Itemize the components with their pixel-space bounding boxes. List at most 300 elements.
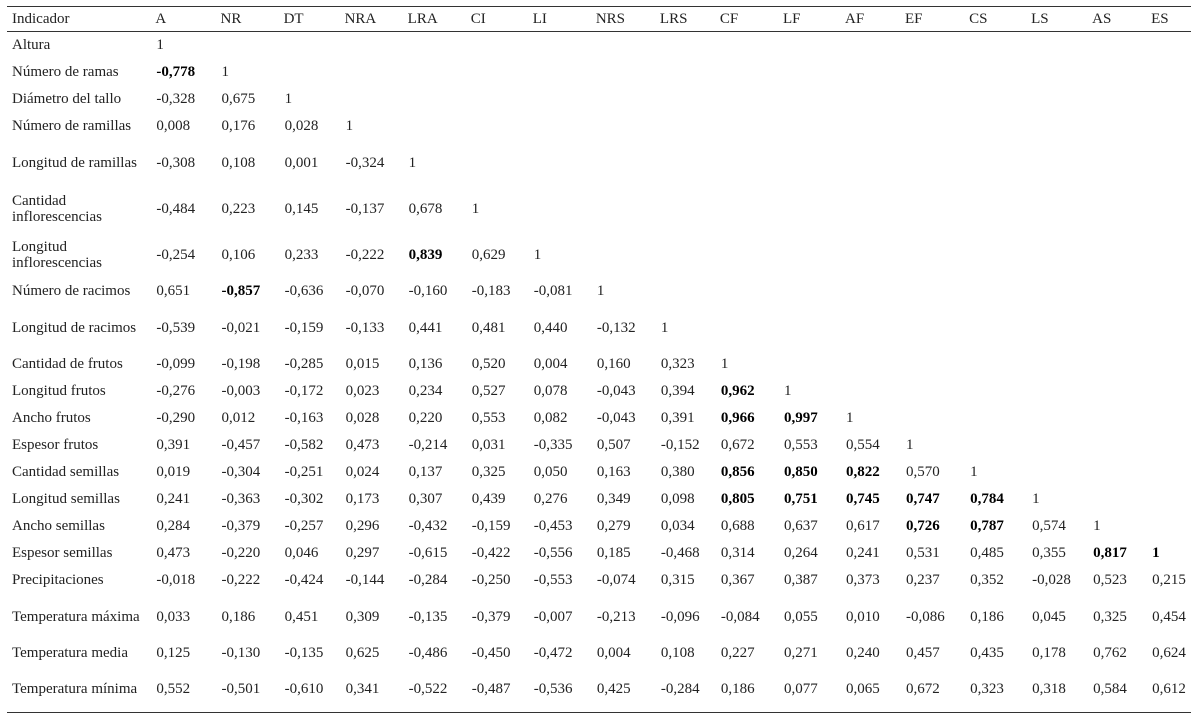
table-cell: -0,074	[596, 572, 636, 588]
table-cell: -0,070	[345, 283, 385, 299]
table-cell: -0,135	[408, 608, 448, 625]
table-cell: 0,454	[1152, 608, 1186, 625]
table-cell	[715, 305, 778, 351]
table-row	[7, 667, 1191, 713]
row-label: Altura	[12, 37, 51, 54]
table-cell: 0,240	[846, 645, 880, 661]
table-cell: 0,629	[471, 246, 506, 263]
table-cell	[1026, 405, 1087, 432]
table-cell: 0,055	[783, 608, 818, 625]
table-cell	[279, 32, 340, 59]
table-cell	[900, 351, 964, 378]
table-cell: 0,391	[660, 410, 695, 426]
table-cell: 1	[1093, 518, 1101, 534]
table-cell: -0,501	[216, 667, 279, 713]
table-cell	[840, 59, 900, 86]
table-cell	[403, 86, 466, 113]
table-cell	[1146, 86, 1191, 113]
table-cell: 0,678	[408, 200, 443, 217]
table-cell: 0,323	[964, 667, 1026, 713]
column-header: CI	[466, 7, 528, 32]
table-cell	[591, 32, 655, 59]
table-cell	[466, 59, 528, 86]
table-cell: -0,610	[279, 667, 340, 713]
table-cell: 0,822	[846, 464, 880, 480]
table-cell: -0,778	[156, 64, 196, 80]
table-cell: 0,186	[221, 608, 256, 625]
table-cell: -0,457	[221, 437, 261, 453]
table-cell: -0,132	[596, 319, 636, 336]
row-label: Número de ramillas	[12, 118, 132, 134]
table-cell: 0,554	[846, 437, 880, 453]
table-cell: -0,615	[408, 545, 448, 561]
table-cell: 0,787	[970, 518, 1004, 534]
table-cell: 0,082	[533, 410, 568, 426]
table-cell	[1087, 305, 1146, 351]
table-cell	[900, 32, 964, 59]
table-cell: -0,096	[660, 608, 700, 625]
table-cell: 0,352	[970, 572, 1004, 588]
table-cell: 0,617	[846, 518, 880, 534]
table-cell: 0,637	[783, 518, 818, 534]
table-cell: 0,612	[1146, 667, 1191, 713]
table-cell: -0,250	[471, 572, 511, 588]
table-cell	[1146, 59, 1191, 86]
table-cell: -0,379	[221, 518, 261, 534]
table-cell: -0,163	[284, 410, 324, 426]
table-cell: -0,254	[156, 246, 196, 263]
table-cell: -0,453	[533, 518, 573, 534]
table-cell: 0,473	[345, 437, 380, 453]
table-cell	[900, 186, 964, 232]
table-cell: -0,213	[596, 608, 636, 625]
table-cell: -0,290	[156, 410, 196, 426]
table-cell: -0,220	[221, 545, 261, 561]
table-cell: 0,726	[906, 518, 940, 534]
table-cell: -0,424	[284, 572, 324, 588]
table-cell	[964, 232, 1026, 278]
table-cell: 0,078	[533, 383, 568, 399]
table-cell: 0,023	[345, 383, 380, 399]
table-row	[7, 32, 1191, 59]
table-cell: -0,857	[221, 283, 261, 299]
column-header: CF	[715, 7, 778, 32]
table-cell: 0,297	[345, 545, 380, 561]
table-cell: 0,527	[471, 383, 506, 399]
table-cell: 0,034	[660, 518, 695, 534]
table-cell: 0,125	[156, 645, 191, 661]
table-cell: 0,271	[783, 645, 818, 661]
table-cell: -0,486	[408, 645, 448, 661]
table-cell	[778, 113, 840, 140]
table-cell	[340, 32, 403, 59]
table-cell: -0,130	[221, 645, 261, 661]
table-row	[7, 305, 1191, 351]
column-header: AS	[1087, 7, 1146, 32]
table-row	[7, 432, 1191, 459]
table-cell: 0,227	[720, 645, 755, 661]
table-cell	[1087, 59, 1146, 86]
table-cell: 0,584	[1087, 667, 1146, 713]
table-cell: 0,552	[150, 667, 215, 713]
table-cell	[715, 59, 778, 86]
table-cell: 0,323	[660, 356, 695, 372]
table-cell	[528, 113, 591, 140]
table-cell	[840, 232, 900, 278]
table-cell	[1087, 378, 1146, 405]
table-cell: -0,135	[284, 645, 324, 661]
row-label: Cantidad semillas	[12, 464, 120, 480]
table-cell	[655, 278, 715, 305]
table-cell: 0,010	[846, 608, 880, 625]
table-cell	[1026, 378, 1087, 405]
table-cell	[1146, 405, 1191, 432]
row-label: Precipitaciones	[12, 572, 104, 588]
table-row	[7, 640, 1191, 667]
table-cell: 0,997	[783, 410, 818, 426]
table-cell	[655, 86, 715, 113]
table-cell: -0,335	[533, 437, 573, 453]
table-cell: 0,341	[340, 667, 403, 713]
table-cell	[1146, 32, 1191, 59]
table-cell: -0,328	[156, 91, 196, 107]
table-cell: 0,387	[783, 572, 818, 588]
table-cell: 0,507	[596, 437, 631, 453]
table-cell	[900, 140, 964, 186]
table-cell: 0,098	[660, 491, 695, 507]
table-cell	[840, 305, 900, 351]
table-cell	[403, 59, 466, 86]
table-cell: 1	[221, 64, 230, 80]
table-cell: 0,314	[720, 545, 755, 561]
table-cell	[778, 278, 840, 305]
table-cell	[591, 186, 655, 232]
table-cell	[1026, 186, 1087, 232]
table-cell	[964, 432, 1026, 459]
table-row	[7, 540, 1191, 567]
table-cell: -0,276	[156, 383, 196, 399]
table-cell: 0,033	[156, 608, 191, 625]
table-cell: 0,817	[1093, 545, 1127, 561]
table-cell	[840, 140, 900, 186]
table-cell	[715, 86, 778, 113]
table-cell	[1026, 351, 1087, 378]
table-cell: 0,672	[900, 667, 964, 713]
table-cell: 0,215	[1152, 572, 1186, 588]
table-cell: -0,284	[408, 572, 448, 588]
table-row	[7, 86, 1191, 113]
table-cell: 0,024	[345, 464, 380, 480]
row-label: Longitud de racimos	[12, 319, 137, 336]
table-cell: 1	[906, 437, 914, 453]
column-header: DT	[279, 7, 340, 32]
table-row	[7, 459, 1191, 486]
table-cell: -0,043	[596, 383, 636, 399]
table-cell: -0,484	[156, 200, 196, 217]
table-cell: 1	[783, 383, 792, 399]
table-cell: -0,251	[284, 464, 324, 480]
table-row	[7, 351, 1191, 378]
table-cell: -0,172	[284, 383, 324, 399]
table-cell	[655, 186, 715, 232]
table-cell	[1087, 351, 1146, 378]
table-cell	[1026, 459, 1087, 486]
table-cell	[840, 351, 900, 378]
table-cell	[715, 232, 778, 278]
table-cell: 1	[596, 283, 605, 299]
table-cell	[1146, 378, 1191, 405]
row-label: Número de ramas	[12, 64, 119, 80]
table-cell: -0,324	[345, 154, 385, 171]
table-cell: 0,624	[1152, 645, 1186, 661]
table-cell: -0,304	[221, 464, 261, 480]
table-cell	[778, 32, 840, 59]
table-cell: -0,133	[345, 319, 385, 336]
table-cell: -0,553	[533, 572, 573, 588]
table-cell	[778, 232, 840, 278]
table-cell: 0,784	[970, 491, 1004, 507]
table-cell	[1087, 86, 1146, 113]
row-label: Cantidad inflorescencias	[12, 192, 102, 225]
table-cell	[1087, 186, 1146, 232]
table-cell: 0,440	[533, 319, 568, 336]
table-cell: 0,233	[284, 246, 319, 263]
table-cell	[1146, 186, 1191, 232]
table-cell: 0,805	[720, 491, 755, 507]
table-cell	[655, 140, 715, 186]
table-cell	[715, 32, 778, 59]
table-cell: -0,084	[720, 608, 760, 625]
table-cell	[591, 140, 655, 186]
table-cell: 0,651	[156, 283, 191, 299]
table-cell: 0,520	[471, 356, 506, 372]
table-cell	[778, 59, 840, 86]
table-cell: 0,046	[284, 545, 319, 561]
table-cell: 0,004	[533, 356, 568, 372]
row-label: Cantidad de frutos	[12, 356, 123, 372]
table-cell: -0,144	[345, 572, 385, 588]
table-cell: 0,065	[840, 667, 900, 713]
table-cell: 0,481	[471, 319, 506, 336]
table-cell: 0,019	[156, 464, 191, 480]
table-cell	[840, 32, 900, 59]
table-cell	[900, 113, 964, 140]
table-row	[7, 278, 1191, 305]
table-cell: 0,839	[408, 246, 443, 263]
table-cell: 0,145	[284, 200, 319, 217]
table-cell	[778, 140, 840, 186]
table-cell: -0,308	[156, 154, 196, 171]
table-cell: 0,028	[345, 410, 380, 426]
column-header: AF	[840, 7, 900, 32]
table-cell: 0,435	[970, 645, 1004, 661]
table-row	[7, 378, 1191, 405]
table-cell	[964, 32, 1026, 59]
table-cell: 1	[1032, 491, 1040, 507]
table-cell	[1087, 113, 1146, 140]
table-cell	[964, 186, 1026, 232]
row-label: Longitud de ramillas	[12, 154, 137, 171]
table-cell: 0,234	[408, 383, 443, 399]
table-cell: -0,636	[284, 283, 324, 299]
table-cell: 0,045	[1032, 608, 1066, 625]
table-cell: -0,021	[221, 319, 261, 336]
table-cell: 0,553	[783, 437, 818, 453]
table-cell: 0,186	[970, 608, 1004, 625]
table-cell: 0,050	[533, 464, 568, 480]
table-cell: 0,425	[591, 667, 655, 713]
table-cell	[1146, 486, 1191, 513]
table-cell	[715, 186, 778, 232]
table-cell: 0,223	[221, 200, 256, 217]
table-cell: 0,688	[720, 518, 755, 534]
table-cell: 0,391	[156, 437, 191, 453]
column-header: LRA	[403, 7, 466, 32]
table-cell: -0,487	[466, 667, 528, 713]
table-cell	[528, 186, 591, 232]
table-cell: 0,850	[783, 464, 818, 480]
table-cell	[655, 32, 715, 59]
table-cell: 0,625	[345, 645, 380, 661]
table-cell	[900, 405, 964, 432]
table-cell	[1026, 86, 1087, 113]
table-cell: -0,522	[403, 667, 466, 713]
column-header: ES	[1146, 7, 1191, 32]
table-cell	[964, 305, 1026, 351]
table-cell: 0,008	[156, 118, 191, 134]
table-cell: 0,531	[906, 545, 940, 561]
table-cell: -0,160	[408, 283, 448, 299]
row-label: Ancho frutos	[12, 410, 91, 426]
table-cell: 0,276	[533, 491, 568, 507]
table-cell	[1026, 432, 1087, 459]
table-cell	[655, 232, 715, 278]
table-cell: -0,086	[906, 608, 945, 625]
row-label: Ancho semillas	[12, 518, 105, 534]
row-label: Longitud inflorescencias	[12, 238, 102, 271]
table-cell: -0,222	[345, 246, 385, 263]
table-cell: -0,043	[596, 410, 636, 426]
table-cell	[528, 140, 591, 186]
table-cell	[591, 232, 655, 278]
table-row	[7, 594, 1191, 640]
table-cell: -0,222	[221, 572, 261, 588]
table-cell: 0,178	[1032, 645, 1066, 661]
table-cell: 0,570	[906, 464, 940, 480]
table-cell: -0,214	[408, 437, 448, 453]
table-cell: 0,367	[720, 572, 755, 588]
row-label: Diámetro del tallo	[12, 91, 122, 107]
table-cell	[1087, 405, 1146, 432]
table-cell	[340, 86, 403, 113]
table-cell: 1	[345, 118, 354, 134]
table-cell	[591, 113, 655, 140]
table-cell: -0,159	[284, 319, 324, 336]
table-cell: 0,237	[906, 572, 940, 588]
table-cell: 0,762	[1093, 645, 1127, 661]
column-header: LI	[528, 7, 591, 32]
table-cell	[1087, 432, 1146, 459]
table-cell	[964, 86, 1026, 113]
column-header: A	[150, 7, 215, 32]
table-cell: 0,160	[596, 356, 631, 372]
table-body	[7, 32, 1191, 713]
table-cell: 1	[533, 246, 542, 263]
column-header: CS	[964, 7, 1026, 32]
table-cell: 1	[408, 154, 417, 171]
table-cell: 0,220	[408, 410, 443, 426]
table-row	[7, 513, 1191, 540]
table-cell	[528, 86, 591, 113]
table-cell	[1026, 59, 1087, 86]
table-row	[7, 405, 1191, 432]
table-cell: 0,439	[471, 491, 506, 507]
row-label: Longitud semillas	[12, 491, 120, 507]
table-cell	[900, 232, 964, 278]
row-label: Temperatura media	[12, 645, 128, 661]
table-cell	[1026, 113, 1087, 140]
table-cell: -0,003	[221, 383, 261, 399]
table-cell: 0,441	[408, 319, 443, 336]
table-cell	[466, 32, 528, 59]
table-cell	[466, 86, 528, 113]
table-cell	[840, 86, 900, 113]
table-cell	[655, 59, 715, 86]
table-cell	[964, 351, 1026, 378]
table-cell: 0,136	[408, 356, 443, 372]
table-cell: -0,159	[471, 518, 511, 534]
table-cell	[403, 32, 466, 59]
table-cell: 1	[970, 464, 978, 480]
table-cell: 0,747	[906, 491, 940, 507]
table-cell: -0,284	[655, 667, 715, 713]
table-cell: -0,363	[221, 491, 261, 507]
column-header: LRS	[655, 7, 715, 32]
table-cell: 0,106	[221, 246, 256, 263]
table-cell	[1026, 232, 1087, 278]
table-cell	[778, 305, 840, 351]
table-cell	[1087, 232, 1146, 278]
table-cell: -0,468	[660, 545, 700, 561]
row-label: Temperatura mínima	[7, 667, 150, 713]
table-cell: -0,450	[471, 645, 511, 661]
table-cell	[778, 86, 840, 113]
table-cell: 0,163	[596, 464, 631, 480]
table-cell: 0,451	[284, 608, 319, 625]
table-cell	[840, 278, 900, 305]
table-cell	[900, 86, 964, 113]
row-label: Longitud frutos	[12, 383, 106, 399]
table-cell: 0,028	[284, 118, 319, 134]
table-cell: 1	[720, 356, 729, 372]
table-cell	[1087, 459, 1146, 486]
table-cell	[964, 113, 1026, 140]
table-row	[7, 186, 1191, 232]
table-cell	[466, 113, 528, 140]
table-row	[7, 486, 1191, 513]
table-cell	[900, 59, 964, 86]
table-cell: 0,473	[156, 545, 191, 561]
column-header: LS	[1026, 7, 1087, 32]
table-cell: 0,296	[345, 518, 380, 534]
table-cell	[778, 186, 840, 232]
table-cell: 0,751	[783, 491, 818, 507]
table-cell	[1087, 32, 1146, 59]
table-cell: -0,472	[533, 645, 573, 661]
table-cell: 0,284	[156, 518, 191, 534]
table-cell	[1146, 351, 1191, 378]
table-cell: 0,745	[846, 491, 880, 507]
